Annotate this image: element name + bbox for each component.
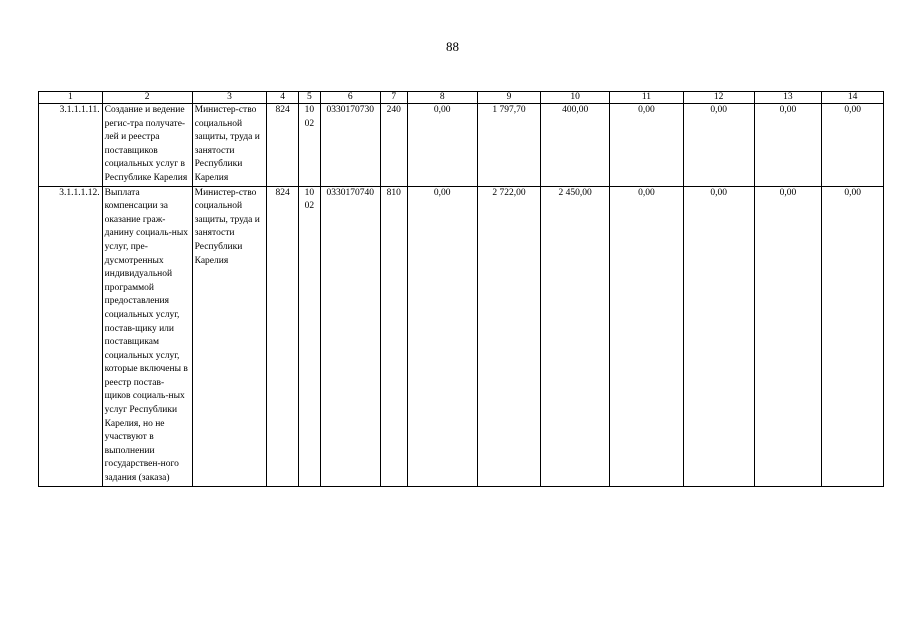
row-section: 10 02 xyxy=(298,186,320,486)
column-header: 10 xyxy=(541,92,610,104)
row-grbs: 824 xyxy=(267,104,298,187)
budget-table xyxy=(38,91,884,487)
column-header: 5 xyxy=(298,92,320,104)
row-executor: Министер-ство социальной защиты, труда и занятости Республики Карелия xyxy=(192,104,267,187)
row-value: 0,00 xyxy=(754,104,822,187)
column-header: 1 xyxy=(39,92,103,104)
row-value: 0,00 xyxy=(822,186,884,486)
row-code: 3.1.1.1.12. xyxy=(39,186,103,486)
row-value: 400,00 xyxy=(541,104,610,187)
column-header: 4 xyxy=(267,92,298,104)
row-value: 0,00 xyxy=(822,104,884,187)
table-row xyxy=(39,104,884,187)
row-value: 0,00 xyxy=(683,104,754,187)
row-name: Выплата компенсации за оказание граж-данину социаль-ных услуг, пре-дусмотренных индивидуальной программой предоставления социальных услуг, постав-щику или поставщикам социальных услуг, которые включены в реестр постав-щиков социаль-ных услуг Республики Карелия, но не участвуют в выполнении государствен-ного задания (заказа) xyxy=(102,186,192,486)
row-value: 0,00 xyxy=(754,186,822,486)
row-grbs: 824 xyxy=(267,186,298,486)
table-row xyxy=(39,186,884,486)
column-header: 9 xyxy=(477,92,541,104)
column-header: 8 xyxy=(407,92,477,104)
row-name: Создание и ведение регис-тра получате-лей и реестра поставщиков социальных услуг в Республике Карелия xyxy=(102,104,192,187)
row-value: 0,00 xyxy=(683,186,754,486)
row-csr: 0330170740 xyxy=(320,186,380,486)
row-section: 10 02 xyxy=(298,104,320,187)
column-header: 13 xyxy=(754,92,822,104)
row-value: 0,00 xyxy=(407,104,477,187)
column-header: 2 xyxy=(102,92,192,104)
column-header: 11 xyxy=(610,92,684,104)
page-number: 88 xyxy=(446,39,459,54)
row-value: 0,00 xyxy=(610,104,684,187)
column-header: 3 xyxy=(192,92,267,104)
row-csr: 0330170730 xyxy=(320,104,380,187)
row-value: 0,00 xyxy=(407,186,477,486)
row-value: 1 797,70 xyxy=(477,104,541,187)
row-code: 3.1.1.1.11. xyxy=(39,104,103,187)
row-vr: 240 xyxy=(380,104,407,187)
row-executor: Министер-ство социальной защиты, труда и занятости Республики Карелия xyxy=(192,186,267,486)
column-header: 7 xyxy=(380,92,407,104)
row-value: 2 722,00 xyxy=(477,186,541,486)
row-value: 0,00 xyxy=(610,186,684,486)
header-row xyxy=(39,92,884,104)
column-header: 12 xyxy=(683,92,754,104)
row-value: 2 450,00 xyxy=(541,186,610,486)
column-header: 14 xyxy=(822,92,884,104)
row-vr: 810 xyxy=(380,186,407,486)
column-header: 6 xyxy=(320,92,380,104)
